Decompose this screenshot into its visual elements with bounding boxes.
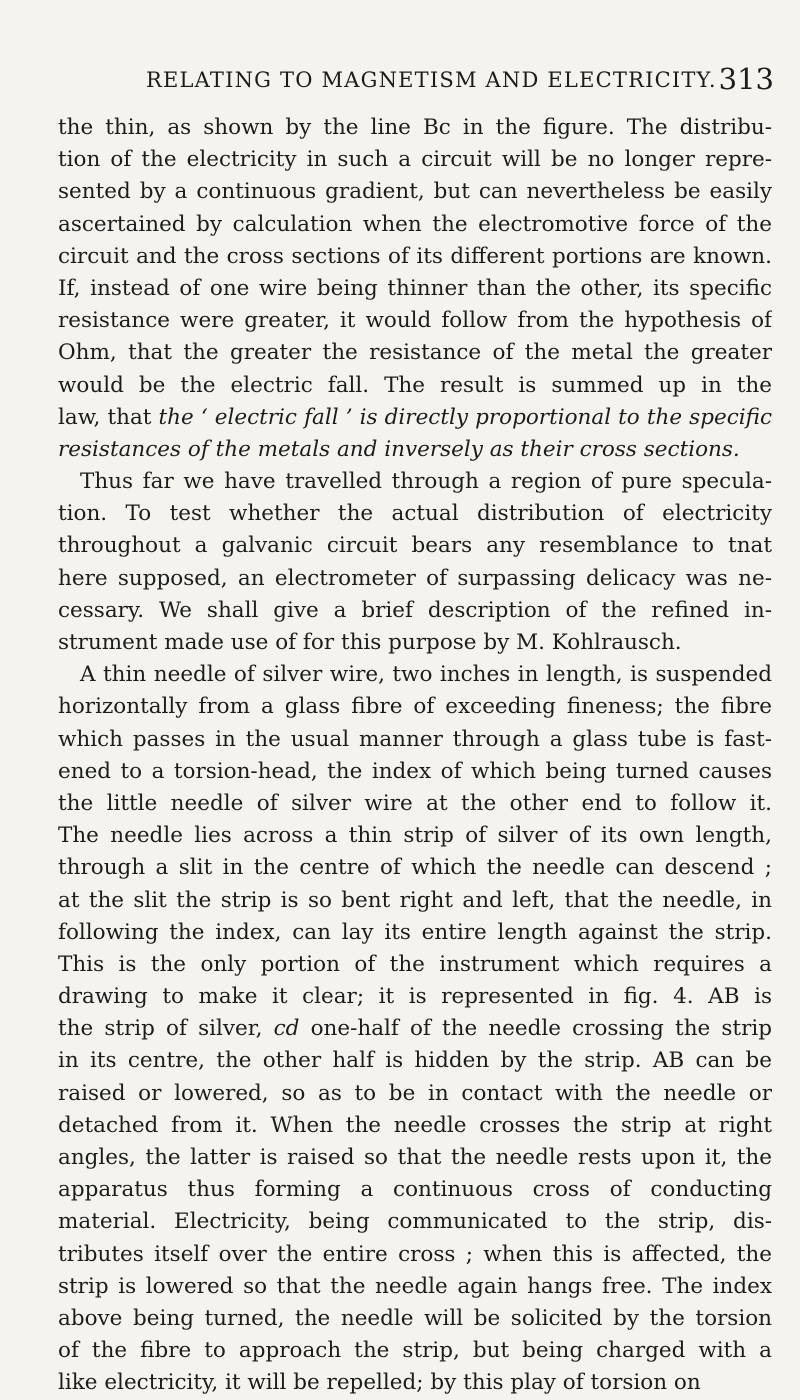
text-line: [58, 1110, 772, 1142]
text-line: [58, 466, 772, 498]
text-line: [58, 144, 772, 176]
text-run: would be the electric fall. The result is summed up in the: [58, 372, 772, 398]
text-run: the thin, as shown by the line Bc in the figure. The distribu-: [58, 115, 772, 140]
text-run: the little needle of silver wire at the other end to follow it.: [58, 790, 772, 816]
italic-text: cd: [273, 1016, 300, 1042]
text-line: [58, 627, 772, 659]
header-title: RELATING TO MAGNETISM AND ELECTRICITY.: [146, 68, 717, 92]
text-run: Thus far we have travelled through a region of pure specula-: [80, 469, 772, 495]
text-line: [58, 370, 772, 402]
text-line: [58, 981, 772, 1013]
text-run: of the fibre to approach the strip, but being charged with a: [58, 1338, 772, 1364]
text-run: raised or lowered, so as to be in contact with the needle or: [58, 1080, 772, 1106]
text-run: at the slit the strip is so bent right and left, that the needle, in: [58, 887, 772, 913]
text-line: [58, 402, 772, 434]
text-run: Ohm, that the greater the resistance of the metal the greater: [58, 340, 772, 366]
text-line: [58, 563, 772, 595]
text-run: A thin needle of silver wire, two inches in length, is suspended: [80, 662, 772, 688]
text-line: [58, 337, 772, 369]
text-line: [58, 724, 772, 756]
text-run: sented by a continuous gradient, but can nevertheless be easily: [58, 179, 772, 205]
text-line: [58, 788, 772, 820]
text-run: ened to a torsion-head, the index of which being turned causes: [58, 758, 772, 784]
text-run: ascertained by calculation when the electromotive force of the: [58, 211, 772, 237]
paragraph: [58, 466, 772, 659]
text-line: [58, 1013, 772, 1045]
text-run: following the index, can lay its entire length against the strip.: [58, 919, 772, 945]
text-line: [58, 1142, 772, 1174]
text-line: [58, 1174, 772, 1206]
text-run: drawing to make it clear; it is represented in fig. 4. AB is: [58, 984, 772, 1010]
text-line: [58, 691, 772, 723]
text-run: tion of the electricity in such a circuit will be no longer repre-: [58, 147, 772, 173]
paragraph: [58, 112, 772, 466]
text-line: [58, 756, 772, 788]
text-line: [58, 1078, 772, 1110]
text-run: here supposed, an electrometer of surpassing delicacy was ne-: [58, 565, 772, 591]
text-line: [58, 434, 772, 466]
text-line: [58, 917, 772, 949]
text-line: [58, 659, 772, 691]
text-run: resistance were greater, it would follow from the hypothesis of: [58, 308, 772, 334]
text-line: [58, 820, 772, 852]
text-line: [58, 305, 772, 337]
text-line: [58, 112, 772, 144]
text-run: If, instead of one wire being thinner than the other, its specific: [58, 275, 772, 301]
text-run: like electricity, it will be repelled; by this play of torsion on: [58, 1370, 701, 1396]
text-line: [58, 209, 772, 241]
text-line: [58, 1303, 772, 1335]
text-run: tributes itself over the entire cross ; when this is affected, the: [58, 1241, 772, 1267]
text-line: [58, 852, 772, 884]
text-run: detached from it. When the needle crosses the strip at right: [58, 1112, 772, 1138]
text-line: [58, 1045, 772, 1077]
text-run: This is the only portion of the instrument which requires a: [58, 951, 772, 977]
text-run: throughout a galvanic circuit bears any resemblance to tnat: [58, 533, 772, 559]
text-run: circuit and the cross sections of its different portions are known.: [58, 243, 772, 269]
italic-text: the ‘ electric fall ’ is directly proportional to the specific: [158, 404, 772, 430]
text-line: [58, 885, 772, 917]
text-line: [58, 176, 772, 208]
text-run: one-half of the needle crossing the strip: [299, 1016, 772, 1042]
italic-text: resistances of the metals and inversely as their cross sections.: [58, 436, 740, 462]
paragraph: [58, 659, 772, 1399]
text-line: [58, 949, 772, 981]
text-run: The needle lies across a thin strip of silver of its own length,: [58, 823, 772, 849]
text-run: above being turned, the needle will be solicited by the torsion: [58, 1305, 772, 1331]
text-line: [58, 530, 772, 562]
text-line: [58, 595, 772, 627]
text-run: tion. To test whether the actual distribution of electricity: [58, 501, 772, 527]
text-line: [58, 1239, 772, 1271]
text-line: [58, 1335, 772, 1367]
page-number: 313: [718, 62, 774, 96]
text-run: strument made use of for this purpose by M. Kohlrausch.: [58, 630, 682, 655]
text-run: apparatus thus forming a continuous cross of conducting: [58, 1177, 772, 1203]
body-text: [58, 112, 772, 1400]
text-run: law, that: [58, 404, 159, 430]
text-run: which passes in the usual manner through a glass tube is fast-: [58, 726, 772, 752]
text-run: through a slit in the centre of which the needle can descend ;: [58, 855, 772, 881]
text-run: horizontally from a glass fibre of exceeding fineness; the fibre: [58, 694, 772, 720]
text-run: material. Electricity, being communicated to the strip, dis-: [58, 1209, 772, 1235]
text-run: the strip of silver,: [58, 1016, 274, 1042]
text-run: strip is lowered so that the needle again hangs free. The index: [58, 1273, 772, 1299]
text-run: cessary. We shall give a brief description of the refined in-: [58, 597, 772, 623]
text-line: [58, 1367, 772, 1399]
text-line: [58, 241, 772, 273]
text-run: angles, the latter is raised so that the needle rests upon it, the: [58, 1145, 772, 1170]
text-line: [58, 1206, 772, 1238]
text-line: [58, 498, 772, 530]
running-header: [0, 62, 800, 102]
text-line: [58, 273, 772, 305]
text-run: in its centre, the other half is hidden by the strip. AB can be: [58, 1048, 772, 1074]
text-line: [58, 1271, 772, 1303]
